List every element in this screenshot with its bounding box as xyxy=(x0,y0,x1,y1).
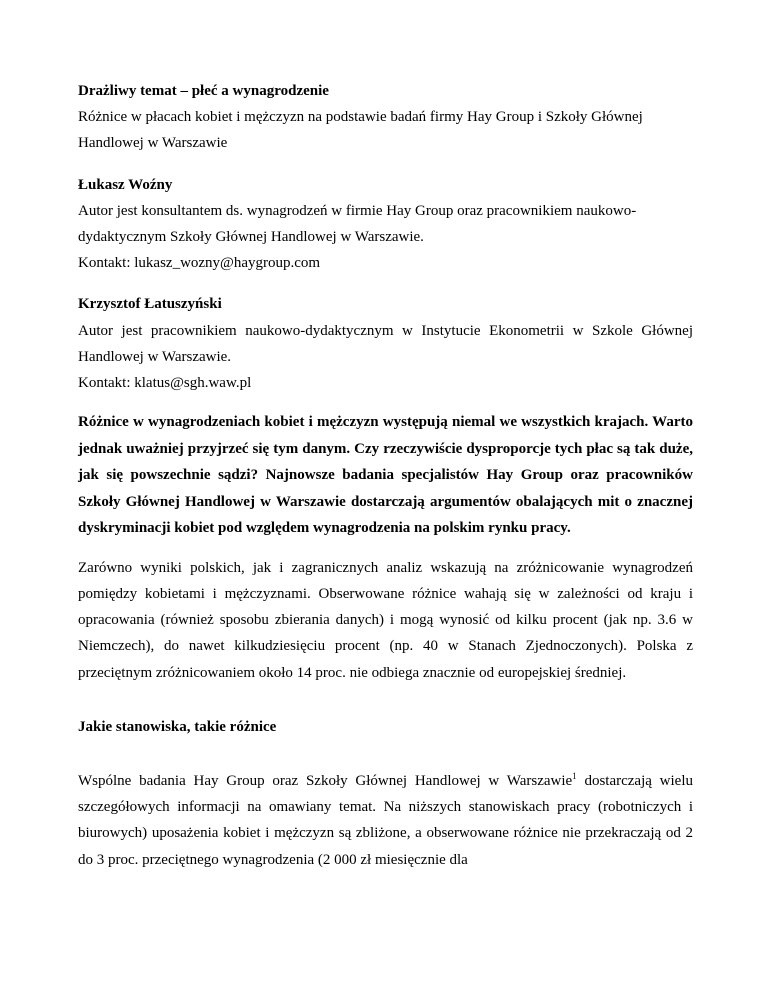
article-title: Drażliwy temat – płeć a wynagrodzenie xyxy=(78,83,329,99)
author-contact-1: Kontakt: lukasz_wozny@haygroup.com xyxy=(78,255,321,272)
paragraph-2-end: dostarczają wielu szczegółowych informacji na omawiany temat. Na niższych stanowiskach pracy (robotniczych i biurowych) uposażenia kobiet i mężczyzn są zbliżone, a obserwowane różnice nie przekraczają od 2 do 3 proc. przeciętnego wynagrodzenia (2 000 zł miesięcznie dla xyxy=(78,772,693,868)
spacer xyxy=(78,686,693,714)
author-name-2: Krzysztof Łatuszyński xyxy=(78,296,222,313)
footnote-reference: 1 xyxy=(572,770,577,781)
spacer xyxy=(78,542,693,555)
body-paragraph-1: Zarówno wyniki polskich, jak i zagranicznych analiz wskazują na zróżnicowanie wynagrodzeń pomiędzy kobietami i mężczyznami. Obserwowane różnice wahają się w zależności od kraju i opracowania (również sposobu zbierania danych) i mogą wynosić od kilku procent (jak np. 3.6 w Niemczech), do nawet kilkudziesięciu procent (np. 40 w Stanach Zjednoczonych). Polska z przeciętnym zróżnicowaniem około 14 proc. nie odbiega znacznie od europejskiej średniej. xyxy=(78,559,693,681)
author-bio-2: Autor jest pracownikiem naukowo-dydaktycznym w Instytucie Ekonometrii w Szkole Głównej Handlowej w Warszawie. xyxy=(78,322,693,365)
body-paragraph-2 xyxy=(78,768,693,873)
author-name-1: Łukasz Woźny xyxy=(78,176,173,193)
section-heading: Jakie stanowiska, takie różnice xyxy=(78,718,277,735)
lead-paragraph: Różnice w wynagrodzeniach kobiet i mężczyzn występują niemal we wszystkich krajach. Warto jednak uważniej przyjrzeć się tym danym. Czy rzeczywiście dysproporcje tych płac są tak duże, jak się powszechnie sądzi? Najnowsze badania specjalistów Hay Group oraz pracowników Szkoły Głównej Handlowej w Warszawie dostarczają argumentów obalających mit o znacznej dyskryminacji kobiet pod względem wynagrodzenia na polskim rynku pracy. xyxy=(78,414,693,537)
author-bio-1: Autor jest konsultantem ds. wynagrodzeń w firmie Hay Group oraz pracownikiem naukowo-dydaktycznym Szkoły Głównej Handlowej w Warszawie. xyxy=(78,202,637,246)
paragraph-2-start: Wspólne badania Hay Group oraz Szkoły Głównej Handlowej w Warszawie xyxy=(78,772,573,789)
author-contact-2: Kontakt: klatus@sgh.waw.pl xyxy=(78,375,252,392)
article-subtitle: Różnice w płacach kobiet i mężczyzn na podstawie badań firmy Hay Group i Szkoły Głównej Handlowej w Warszawie xyxy=(78,109,643,152)
spacer xyxy=(78,740,693,768)
document-page xyxy=(78,78,693,873)
spacer xyxy=(78,157,693,172)
spacer xyxy=(78,276,693,291)
spacer xyxy=(78,396,693,409)
